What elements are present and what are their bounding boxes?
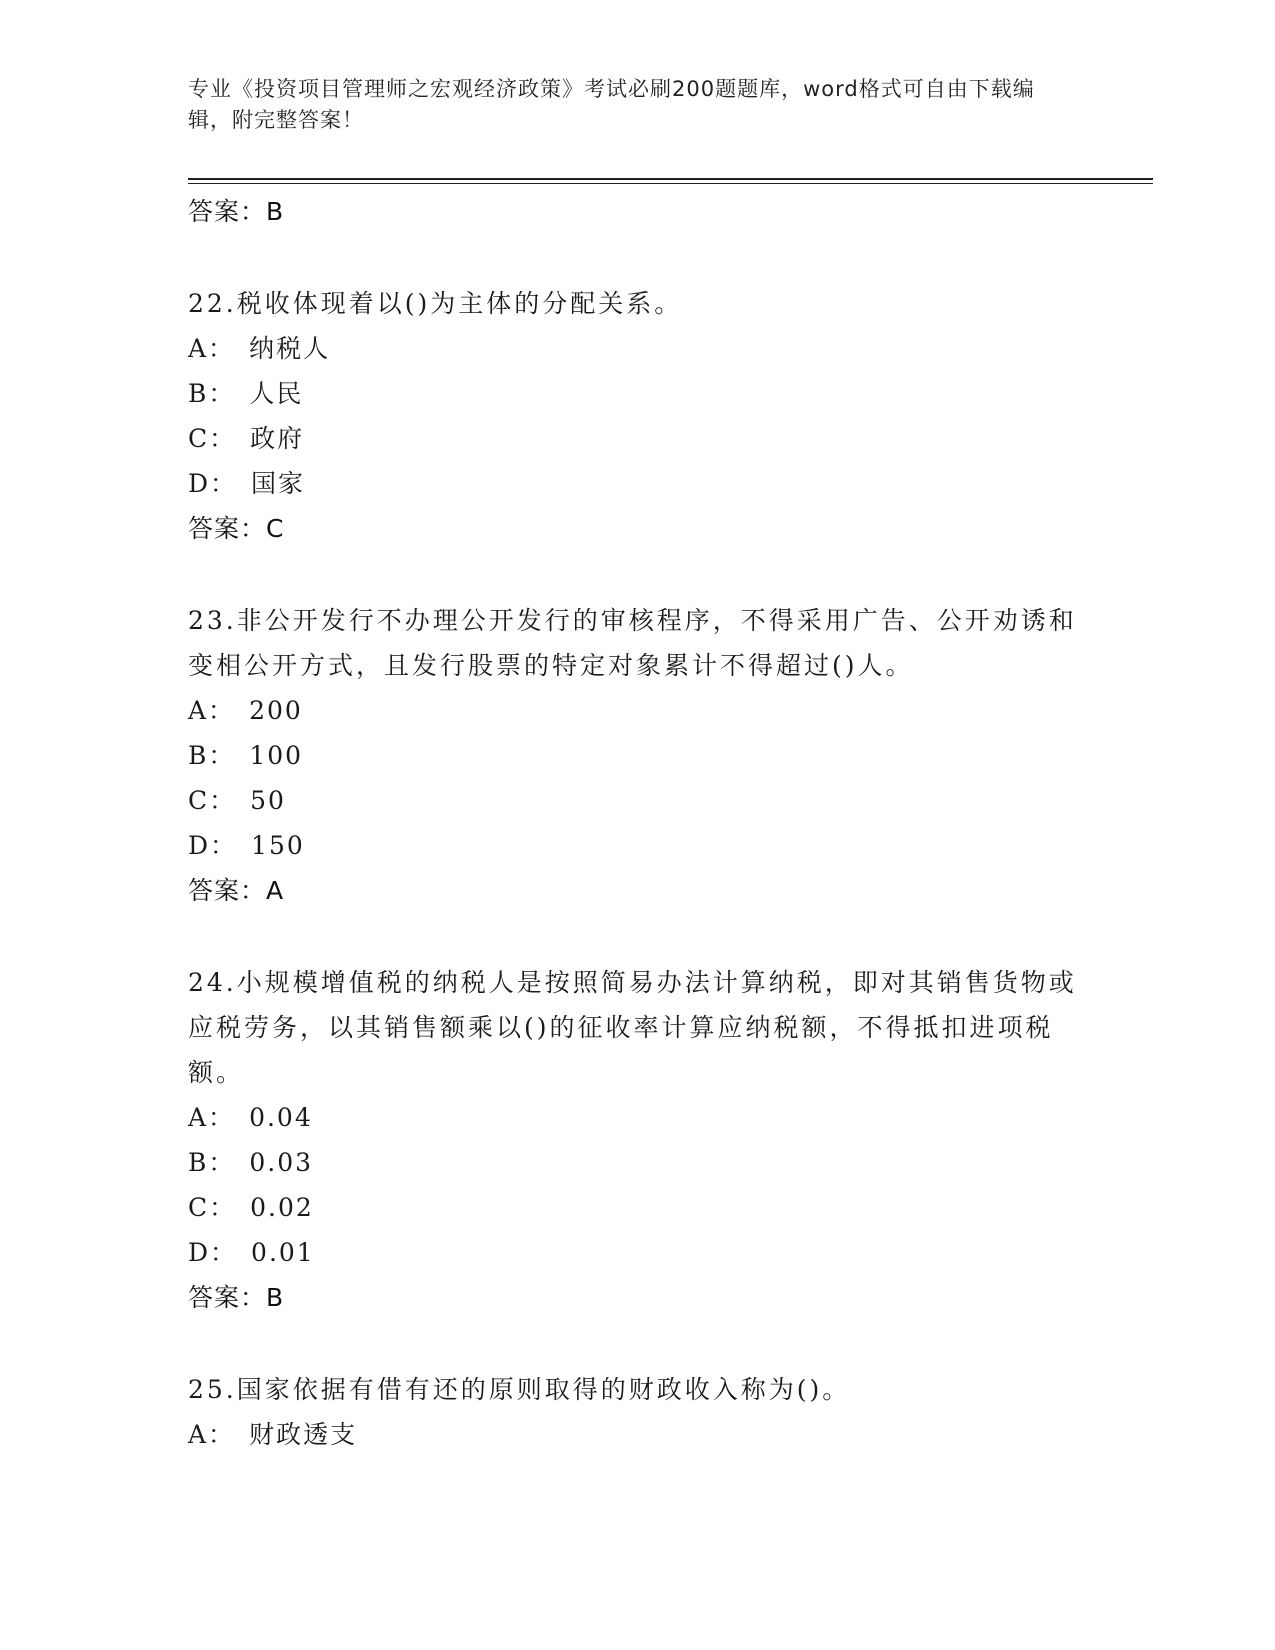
header-rule [188,178,1153,180]
option-a: A： 0.04 [188,1103,313,1132]
option-d: D： 150 [188,831,305,860]
option-a: A： 财政透支 [188,1420,358,1449]
answer-23: 答案：A [188,876,285,905]
header-rule-thin [188,183,1153,184]
option-c: C： 50 [188,786,286,815]
answer-previous: 答案：B [188,197,285,226]
question-text: 23.非公开发行不办理公开发行的审核程序，不得采用广告、公开劝诱和变相公开方式，且发行股票的特定对象累计不得超过()人。 [188,606,1077,680]
option-c: C： 0.02 [188,1193,314,1222]
option-d: D： 0.01 [188,1238,315,1267]
question-24 [188,960,1088,1320]
document-header: 专业《投资项目管理师之宏观经济政策》考试必刷200题题库，word格式可自由下载编辑，附完整答案！ [188,77,1035,132]
option-c: C： 政府 [188,424,305,453]
option-b: B： 0.03 [188,1148,314,1177]
question-22 [188,281,1088,551]
option-a: A： 200 [188,696,303,725]
question-text: 25.国家依据有借有还的原则取得的财政收入称为()。 [188,1375,851,1404]
option-a: A： 纳税人 [188,334,331,363]
answer-24: 答案：B [188,1283,285,1312]
option-b: B： 100 [188,741,304,770]
question-23 [188,598,1088,913]
question-25 [188,1367,1088,1457]
question-list [188,189,1088,1457]
answer-22: 答案：C [188,514,285,543]
question-text: 24.小规模增值税的纳税人是按照简易办法计算纳税，即对其销售货物或应税劳务，以其销售额乘以()的征收率计算应纳税额，不得抵扣进项税额。 [188,968,1077,1087]
option-b: B： 人民 [188,379,304,408]
option-d: D： 国家 [188,469,306,498]
question-text: 22.税收体现着以()为主体的分配关系。 [188,289,683,318]
